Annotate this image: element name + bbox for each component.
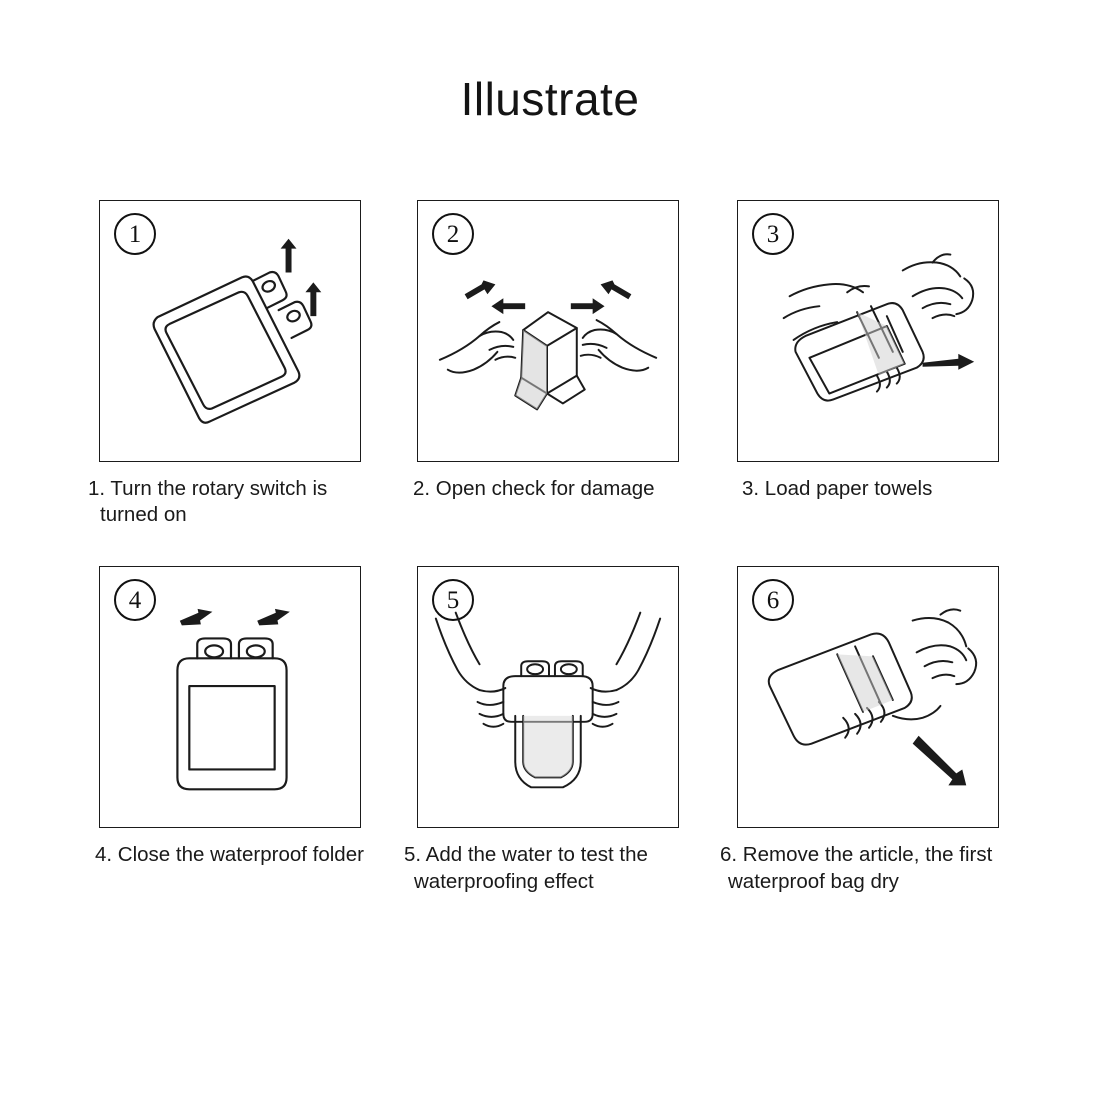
step-6 [716,566,1020,894]
step-4-badge: 4 [114,579,156,621]
step-3-illustration [738,201,998,461]
step-6-panel [737,566,999,828]
step-2 [398,200,698,528]
step-1-illustration [100,201,360,461]
step-6-badge: 6 [752,579,794,621]
step-4-illustration [100,567,360,827]
step-5-panel [417,566,679,828]
step-3-badge: 3 [752,213,794,255]
step-5-caption: 5. Add the water to test the waterproofing effect [404,843,648,893]
step-1-panel [99,200,361,462]
steps-grid [80,200,1020,895]
step-6-caption: 6. Remove the article, the first waterproof bag dry [720,843,993,893]
step-1-caption: 1. Turn the rotary switch is turned on [88,477,328,527]
step-3-caption: 3. Load paper towels [742,477,933,500]
step-2-illustration [418,201,678,461]
step-2-badge: 2 [432,213,474,255]
step-1-badge: 1 [114,213,156,255]
step-2-caption: 2. Open check for damage [413,477,655,500]
step-2-panel [417,200,679,462]
step-5-illustration [418,567,678,827]
step-4 [80,566,380,894]
step-1 [80,200,380,528]
step-3 [716,200,1020,528]
step-5 [398,566,698,894]
step-4-caption: 4. Close the waterproof folder [95,843,364,867]
step-5-badge: 5 [432,579,474,621]
step-3-panel [737,200,999,462]
step-6-illustration [738,567,998,827]
step-4-panel [99,566,361,828]
page-title: Illustrate [460,73,640,125]
